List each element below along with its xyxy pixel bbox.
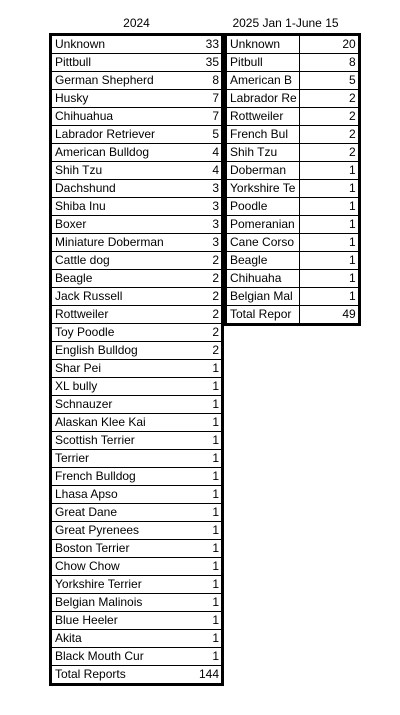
report-count-cell: 4 (195, 144, 223, 162)
report-count-cell: 2 (195, 288, 223, 306)
table-row (51, 306, 223, 324)
breed-name-cell: American Bulldog (51, 144, 195, 162)
report-count-cell: 3 (195, 216, 223, 234)
table-row (51, 648, 223, 666)
report-count-cell: 1 (195, 630, 223, 648)
breed-name-cell: Miniature Doberman (51, 234, 195, 252)
report-count-cell: 33 (195, 35, 223, 54)
table-row (226, 288, 360, 306)
report-count-cell: 35 (195, 54, 223, 72)
breed-name-cell: Dachshund (51, 180, 195, 198)
breed-name-cell: Boxer (51, 216, 195, 234)
breed-name-cell: Belgian Malinois (51, 594, 195, 612)
report-count-cell: 1 (195, 396, 223, 414)
report-count-cell: 1 (195, 558, 223, 576)
report-count-cell: 20 (299, 35, 359, 54)
breed-name-cell: Labrador Re (226, 90, 300, 108)
breed-name-cell: German Shepherd (51, 72, 195, 90)
breed-name-cell: Poodle (226, 198, 300, 216)
report-count-cell: 1 (299, 234, 359, 252)
report-count-cell: 1 (299, 216, 359, 234)
breed-name-cell: Shih Tzu (51, 162, 195, 180)
breed-name-cell: Toy Poodle (51, 324, 195, 342)
table-row (51, 108, 223, 126)
table-row (51, 288, 223, 306)
report-count-cell: 1 (299, 252, 359, 270)
report-count-cell: 2 (195, 342, 223, 360)
report-count-cell: 5 (195, 126, 223, 144)
report-count-cell: 3 (195, 234, 223, 252)
breed-name-cell: Pitbull (226, 54, 300, 72)
table-row (51, 378, 223, 396)
table-row (226, 252, 360, 270)
report-count-cell: 1 (195, 468, 223, 486)
report-count-cell: 3 (195, 180, 223, 198)
table-row (51, 540, 223, 558)
table-row (226, 180, 360, 198)
breed-name-cell: Scottish Terrier (51, 432, 195, 450)
report-count-cell: 1 (195, 432, 223, 450)
breed-name-cell: Shiba Inu (51, 198, 195, 216)
breed-name-cell: Beagle (226, 252, 300, 270)
table-row (51, 612, 223, 630)
breed-name-cell: Doberman (226, 162, 300, 180)
breed-name-cell: Unknown (51, 35, 195, 54)
table-row (51, 234, 223, 252)
report-count-cell: 1 (195, 540, 223, 558)
table-row (51, 216, 223, 234)
table-row (51, 360, 223, 378)
breed-name-cell: Cattle dog (51, 252, 195, 270)
breed-name-cell: Great Pyrenees (51, 522, 195, 540)
report-count-cell: 1 (299, 162, 359, 180)
breed-name-cell: Labrador Retriever (51, 126, 195, 144)
breed-name-cell: Black Mouth Cur (51, 648, 195, 666)
table-row (51, 72, 223, 90)
table-row (226, 270, 360, 288)
table-row (51, 486, 223, 504)
report-count-cell: 1 (195, 576, 223, 594)
table-row (51, 576, 223, 594)
report-count-cell: 8 (299, 54, 359, 72)
table-row (226, 306, 360, 325)
breed-name-cell: Husky (51, 90, 195, 108)
header-2025: 2025 Jan 1-June 15 (232, 16, 339, 30)
table-row (226, 35, 360, 54)
table-row (51, 35, 223, 54)
breed-name-cell: Chihuaha (226, 270, 300, 288)
table-row (51, 468, 223, 486)
breed-name-cell: Yorkshire Te (226, 180, 300, 198)
breed-name-cell: French Bul (226, 126, 300, 144)
breed-name-cell: Rottweiler (226, 108, 300, 126)
report-count-cell: 1 (195, 450, 223, 468)
breed-name-cell: American B (226, 72, 300, 90)
breed-name-cell: English Bulldog (51, 342, 195, 360)
breed-name-cell: Shar Pei (51, 360, 195, 378)
report-count-cell: 1 (195, 360, 223, 378)
table-2025 (224, 33, 361, 326)
report-count-cell: 7 (195, 108, 223, 126)
report-count-cell: 1 (195, 504, 223, 522)
breed-name-cell: Chihuahua (51, 108, 195, 126)
report-count-cell: 2 (299, 144, 359, 162)
table-row (226, 198, 360, 216)
table-row (51, 144, 223, 162)
report-count-cell: 2 (299, 108, 359, 126)
report-count-cell: 144 (195, 666, 223, 685)
table-row (226, 162, 360, 180)
table-row (51, 90, 223, 108)
breed-name-cell: Yorkshire Terrier (51, 576, 195, 594)
breed-name-cell: Schnauzer (51, 396, 195, 414)
report-count-cell: 49 (299, 306, 359, 325)
table-row (51, 198, 223, 216)
report-count-cell: 1 (195, 486, 223, 504)
table-row (51, 504, 223, 522)
breed-name-cell: Belgian Mal (226, 288, 300, 306)
table-row (51, 594, 223, 612)
report-count-cell: 1 (299, 198, 359, 216)
breed-name-cell: Pomeranian (226, 216, 300, 234)
table-row (51, 558, 223, 576)
table-row (51, 252, 223, 270)
table-row (226, 90, 360, 108)
report-count-cell: 4 (195, 162, 223, 180)
report-count-cell: 2 (195, 306, 223, 324)
table-row (226, 72, 360, 90)
report-count-cell: 1 (299, 270, 359, 288)
report-count-cell: 7 (195, 90, 223, 108)
breed-name-cell: Lhasa Apso (51, 486, 195, 504)
table-row (51, 666, 223, 685)
breed-name-cell: Alaskan Klee Kai (51, 414, 195, 432)
table-row (226, 126, 360, 144)
report-count-cell: 2 (195, 324, 223, 342)
breed-name-cell: Total Reports (51, 666, 195, 685)
table-row (51, 450, 223, 468)
table-row (226, 234, 360, 252)
breed-name-cell: Chow Chow (51, 558, 195, 576)
table-row (226, 54, 360, 72)
table-row (226, 216, 360, 234)
report-count-cell: 1 (195, 522, 223, 540)
report-count-cell: 1 (195, 612, 223, 630)
report-count-cell: 2 (299, 90, 359, 108)
table-row (51, 414, 223, 432)
report-count-cell: 2 (195, 270, 223, 288)
breed-name-cell: Shih Tzu (226, 144, 300, 162)
breed-name-cell: Great Dane (51, 504, 195, 522)
breed-name-cell: Total Repor (226, 306, 300, 325)
breed-name-cell: Pittbull (51, 54, 195, 72)
breed-name-cell: Cane Corso (226, 234, 300, 252)
breed-name-cell: XL bully (51, 378, 195, 396)
header-2024: 2024 (123, 16, 150, 30)
table-2024 (49, 33, 224, 686)
table-row (51, 522, 223, 540)
table-row (51, 180, 223, 198)
report-count-cell: 1 (195, 378, 223, 396)
breed-name-cell: Boston Terrier (51, 540, 195, 558)
table-row (51, 126, 223, 144)
table-row (226, 144, 360, 162)
table-row (226, 108, 360, 126)
table-row (51, 324, 223, 342)
breed-name-cell: French Bulldog (51, 468, 195, 486)
table-row (51, 54, 223, 72)
report-count-cell: 8 (195, 72, 223, 90)
breed-name-cell: Rottweiler (51, 306, 195, 324)
report-count-cell: 5 (299, 72, 359, 90)
breed-name-cell: Terrier (51, 450, 195, 468)
breed-name-cell: Akita (51, 630, 195, 648)
breed-name-cell: Beagle (51, 270, 195, 288)
table-row (51, 270, 223, 288)
table-row (51, 432, 223, 450)
table-row (51, 342, 223, 360)
report-count-cell: 1 (299, 288, 359, 306)
table-row (51, 396, 223, 414)
table-row (51, 630, 223, 648)
report-count-cell: 1 (195, 414, 223, 432)
breed-name-cell: Jack Russell (51, 288, 195, 306)
report-count-cell: 2 (299, 126, 359, 144)
report-count-cell: 1 (195, 594, 223, 612)
breed-name-cell: Unknown (226, 35, 300, 54)
report-count-cell: 1 (299, 180, 359, 198)
table-row (51, 162, 223, 180)
report-count-cell: 1 (195, 648, 223, 666)
report-count-cell: 2 (195, 252, 223, 270)
report-count-cell: 3 (195, 198, 223, 216)
breed-name-cell: Blue Heeler (51, 612, 195, 630)
